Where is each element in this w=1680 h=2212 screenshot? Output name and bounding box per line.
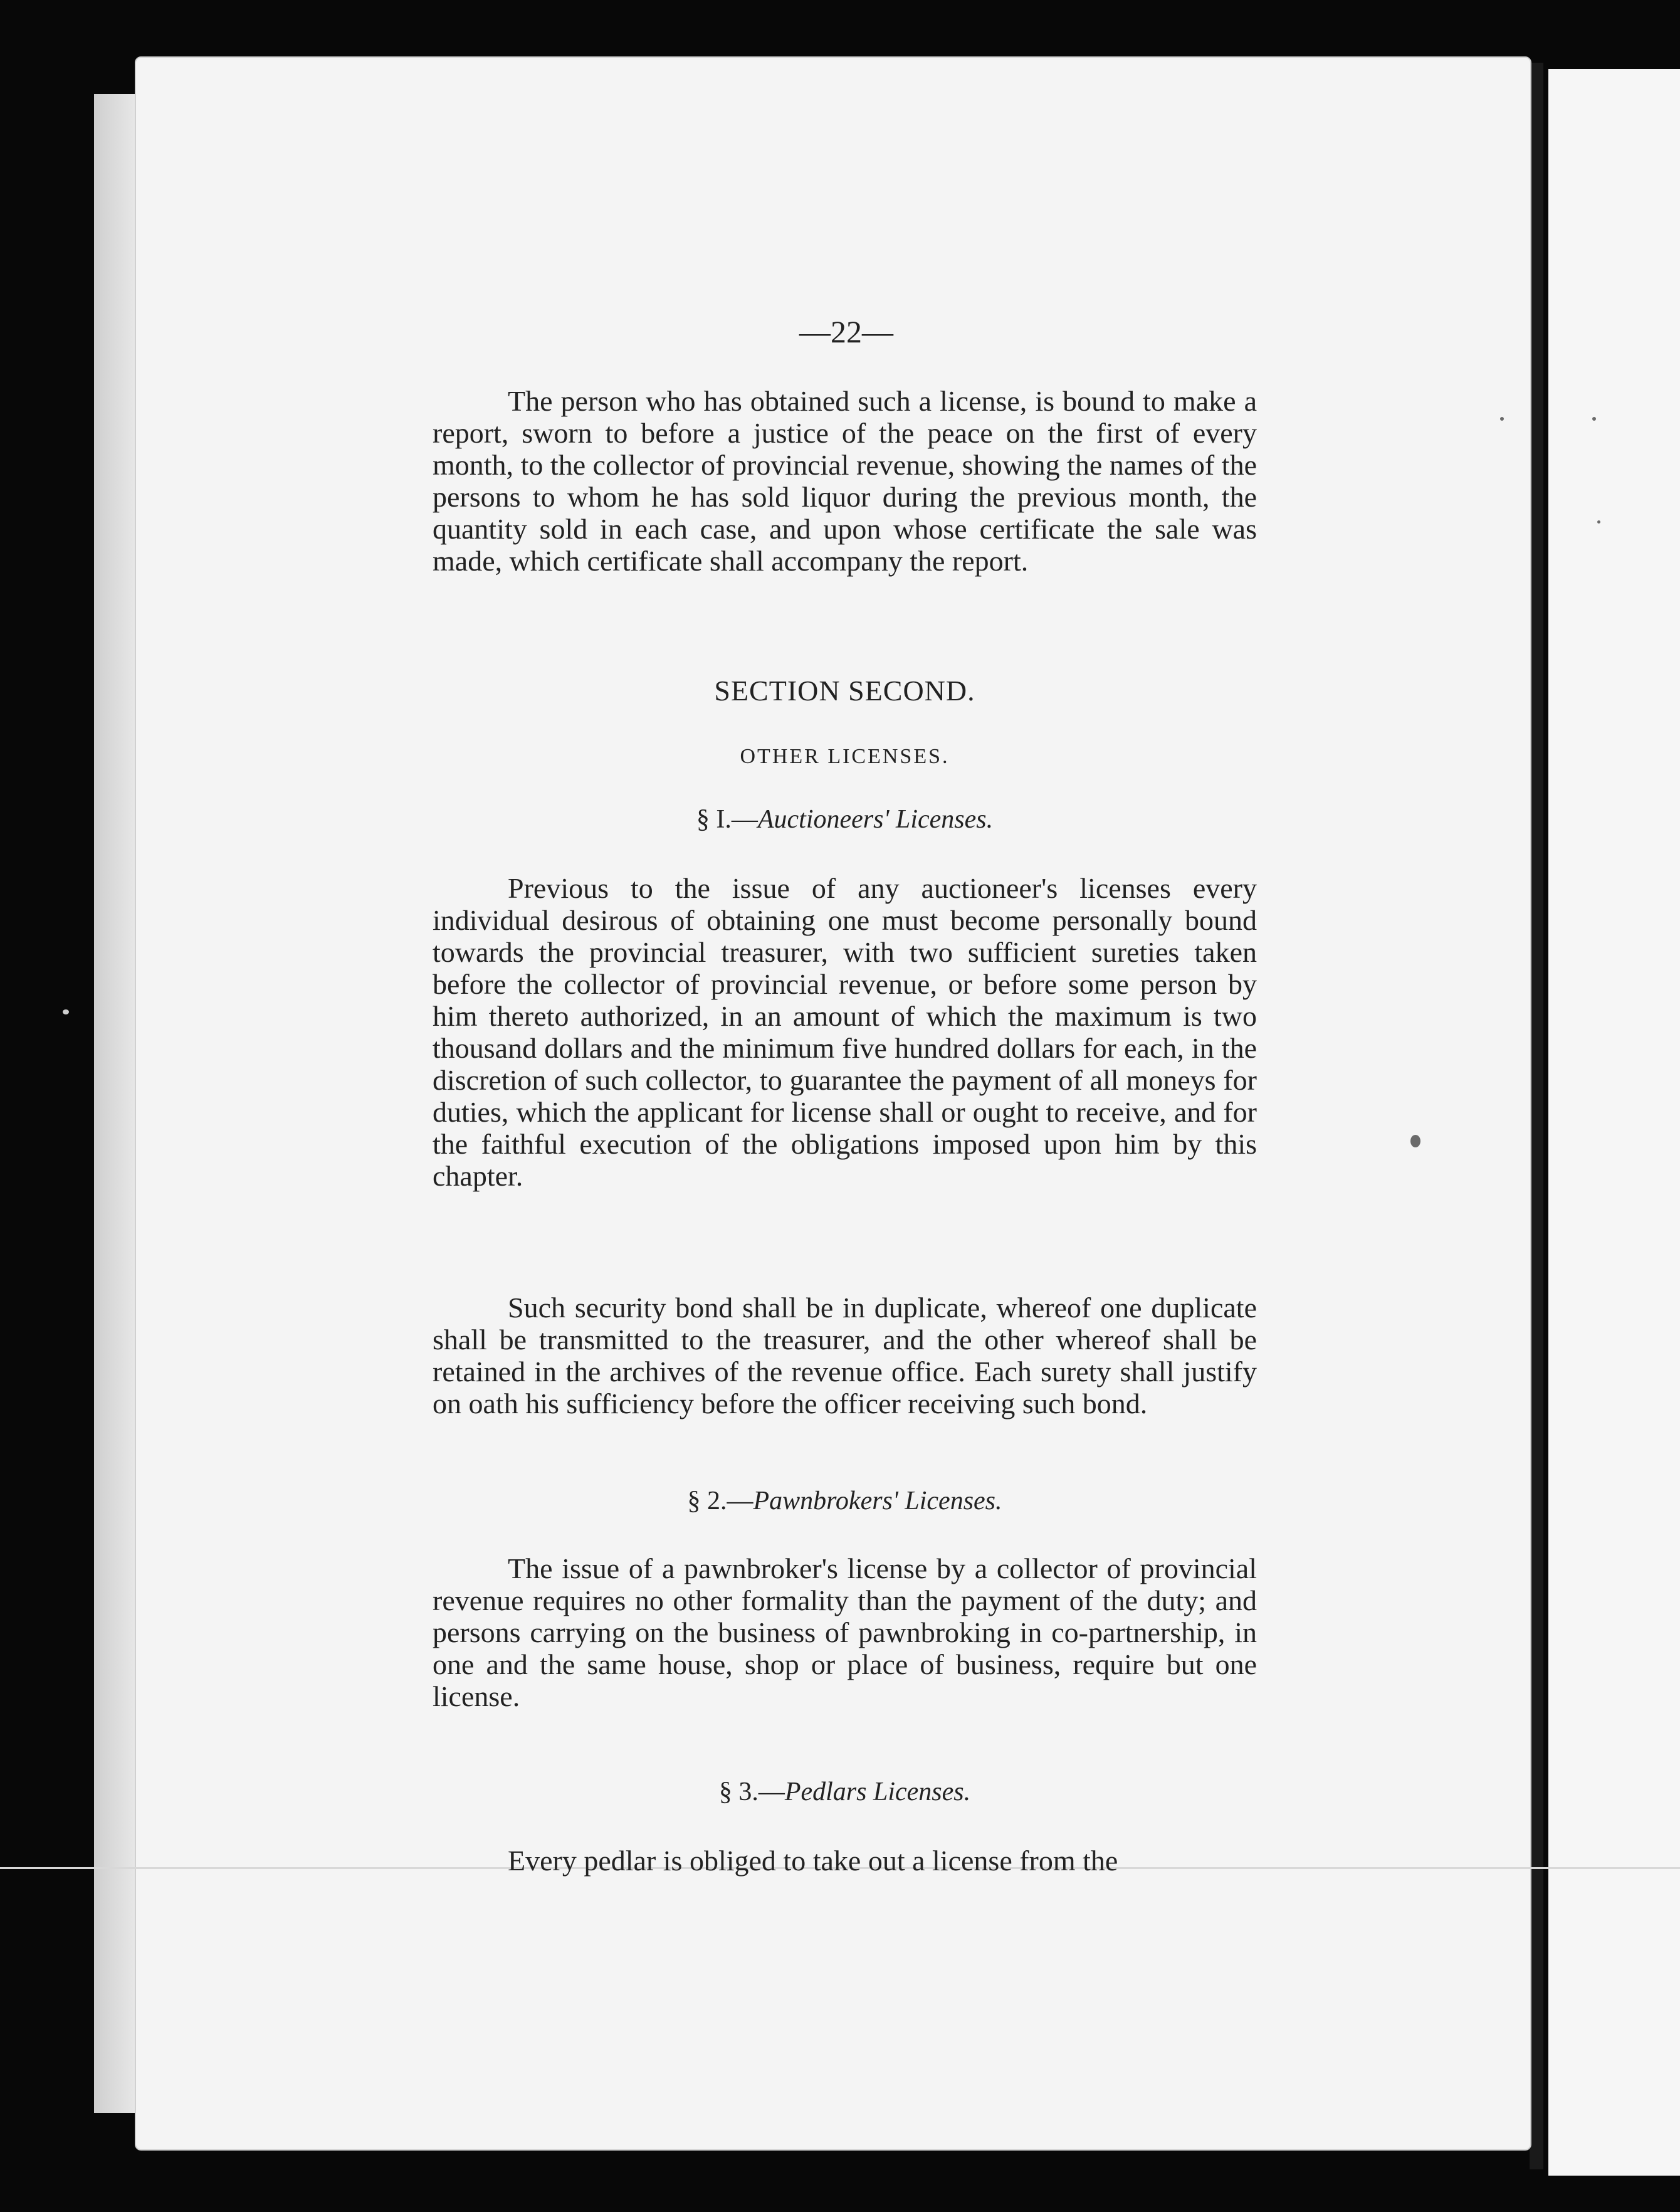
- heading-pedlars: [433, 1777, 1257, 1807]
- paragraph-text: Previous to the issue of any auctioneer's licenses every individual desirous of obtaining one must become personally bound towards the provincial treasurer, with two sufficient sureties taken before the collector of provincial revenue, or before some person by him thereto authorized, in an amount of which the maximum is two thousand dollars and the minimum five hundred dollars for each, in the discretion of such collector, to guarantee the payment of all moneys for duties, which the applicant for license shall or ought to receive, and for the faithful execution of the obligations imposed upon him by this chapter.: [433, 872, 1257, 1192]
- section-title: SECTION SECOND.: [714, 675, 975, 707]
- page-edge-shadow: [1530, 63, 1543, 2169]
- paragraph-liquor-report: [433, 385, 1257, 577]
- paragraph-text: Such security bond shall be in duplicate, whereof one duplicate shall be transmitted to the treasurer, and the other whereof shall be retained in the archives of the revenue office. Each surety shall justify on oath his sufficiency before the officer receiving such bond.: [433, 1292, 1257, 1419]
- heading-prefix: § 2.—: [687, 1487, 753, 1515]
- paragraph-pedlars: [433, 1845, 1257, 1877]
- paragraph-text: The issue of a pawnbroker's license by a collector of provincial revenue requires no other formality than the payment of the duty; and persons carrying on the business of pawnbroking in co-partnership, in one and the same house, shop or place of business, require but one license.: [433, 1552, 1257, 1712]
- heading-auctioneers: [433, 804, 1257, 835]
- paragraph-pawnbrokers: [433, 1552, 1257, 1712]
- heading-pawnbrokers: [433, 1486, 1257, 1516]
- heading-text: Pawnbrokers' Licenses.: [753, 1487, 1002, 1515]
- heading-text: Pedlars Licenses.: [784, 1778, 971, 1806]
- speck: [1500, 417, 1504, 421]
- speck: [1410, 1135, 1420, 1147]
- speck: [63, 1009, 69, 1014]
- heading-prefix: § 3.—: [718, 1778, 785, 1806]
- paragraph-text: The person who has obtained such a license, is bound to make a report, sworn to before a justice of the peace on the first of every month, to the collector of provincial revenue, showing the names of the persons to whom he has sold liquor during the previous month, the quantity sold in each case, and upon whose certificate the sale was made, which certificate shall accompany the report.: [433, 385, 1257, 577]
- page-number: —22—: [799, 314, 893, 349]
- section-subtitle: OTHER LICENSES.: [740, 745, 950, 768]
- heading-text: Auctioneers' Licenses.: [757, 805, 994, 834]
- paragraph-auctioneers: [433, 872, 1257, 1192]
- paragraph-security-bond: [433, 1292, 1257, 1419]
- speck: [1592, 417, 1596, 421]
- paragraph-text: Every pedlar is obliged to take out a license from the: [508, 1845, 1118, 1877]
- speck: [1597, 520, 1600, 524]
- adjacent-page: [1548, 69, 1680, 2176]
- heading-prefix: § I.—: [696, 805, 758, 834]
